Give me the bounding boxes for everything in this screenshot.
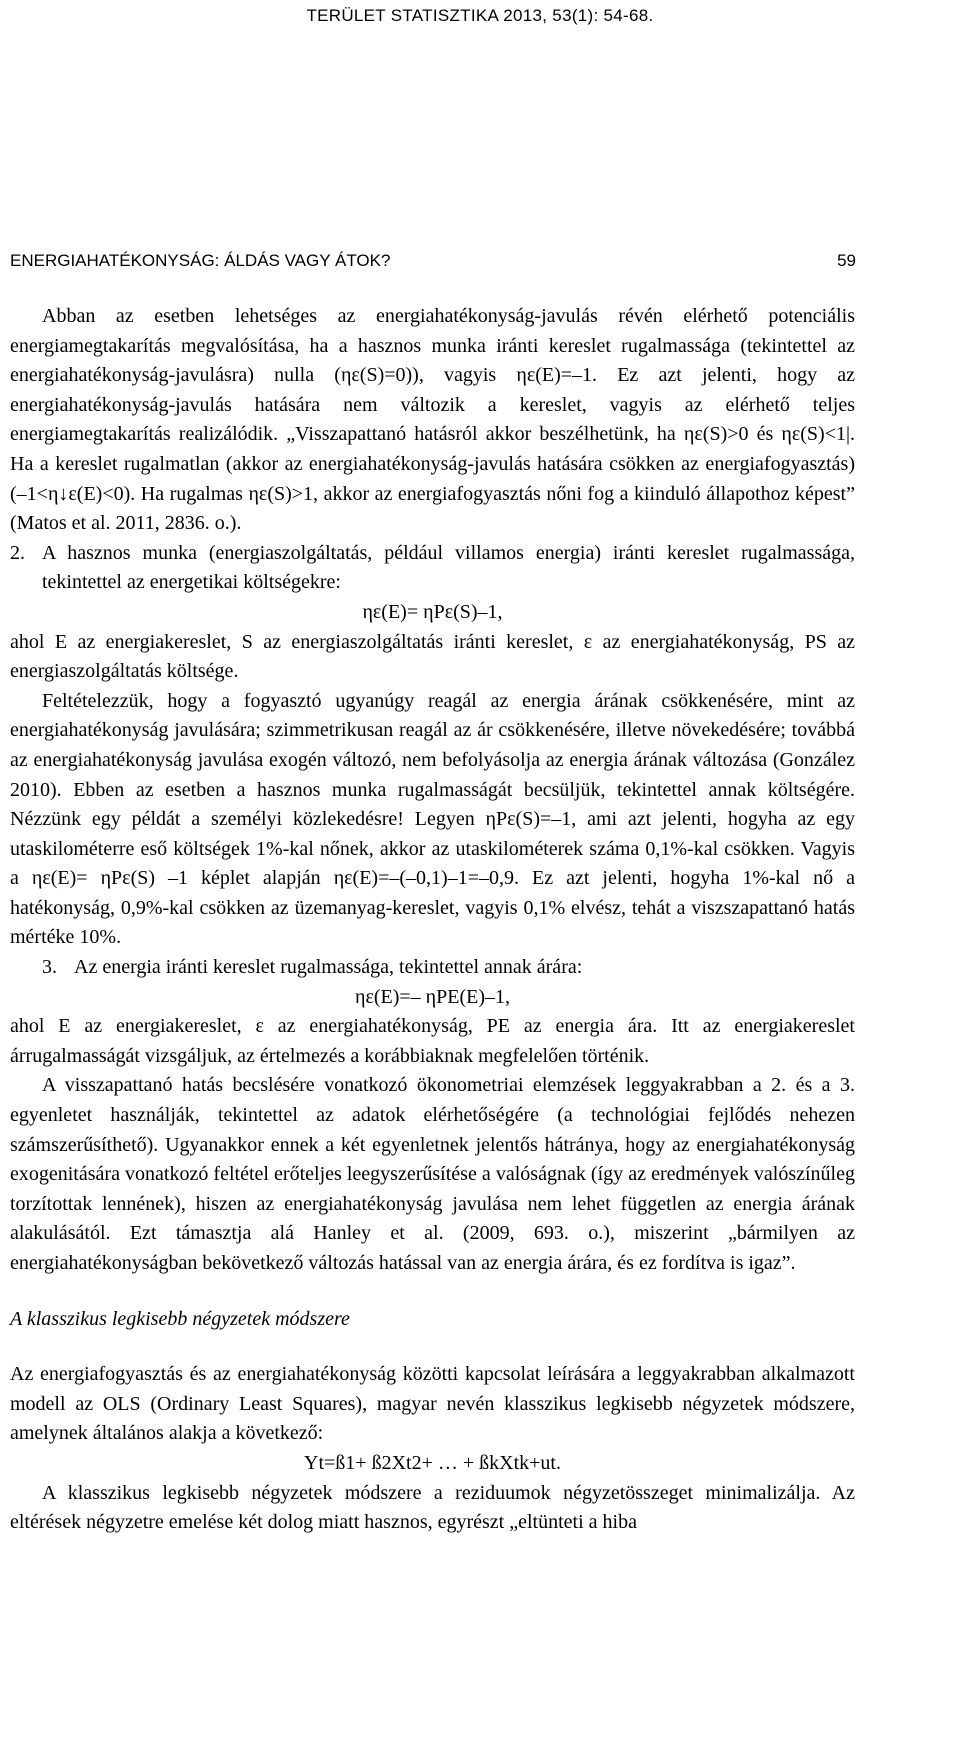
journal-header: TERÜLET STATISZTIKA 2013, 53(1): 54-68. bbox=[306, 6, 654, 25]
equation-2-definition: ahol E az energiakereslet, S az energiaszolgáltatás iránti kereslet, ε az energiahatékonyság, PS az energiaszolgáltatás költsége. bbox=[10, 630, 855, 683]
page-number: 59 bbox=[837, 251, 856, 270]
section-title: A klasszikus legkisebb négyzetek módszere bbox=[10, 1307, 350, 1330]
running-head bbox=[10, 251, 856, 271]
paragraph-5: A klasszikus legkisebb négyzetek módszere a reziduumok négyzetösszeget minimalizálja. Az eltérések négyzetre emelése két dolog miatt hasznos, egyrészt „eltünteti a hiba bbox=[10, 1481, 855, 1534]
list-number-2: 2. bbox=[10, 541, 25, 564]
paragraph-1: Abban az esetben lehetséges az energiahatékonyság-javulás révén elérhető potenciális energiamegtakarítás megvalósítása, ha a hasznos munka iránti kereslet rugalmassága (tekintettel az energiahatékonyság-javulásra) nulla (ηε(S)=0)), vagyis ηε(E)=–1. Ez azt jelenti, hogy az energiahatékonyság-javulás hatására nem változik a kereslet, vagyis az elérhető teljes energiamegtakarítás realizálódik. „Visszapattanó hatásról akkor beszélhetünk, ha ηε(S)>0 és ηε(S)<1|. Ha a kereslet rugalmatlan (akkor az energiahatékonyság-javulás hatására csökken az energiafogyasztás) (–1<η↓ε(E)<0). Ha rugalmas ηε(S)>1, akkor az energiafogyasztás nőni fog a kiinduló állapothoz képest” (Matos et al. 2011, 2836. o.). bbox=[10, 305, 855, 535]
list-item-2-text: A hasznos munka (energiaszolgáltatás, például villamos energia) iránti kereslet rugalmassága, tekintettel az energetikai költségekre: bbox=[42, 541, 855, 594]
paragraph-4: Az energiafogyasztás és az energiahatékonyság közötti kapcsolat leírására a leggyakrabban alkalmazott modell az OLS (Ordinary Least Squares), magyar nevén klasszikus legkisebb négyzetek módszere, amelynek általános alakja a következő: bbox=[10, 1363, 855, 1445]
equation-3-definition: ahol E az energiakereslet, ε az energiahatékonyság, PE az energia ára. Itt az energiakereslet árrugalmasságát vizsgáljuk, az értelmezés a korábbiaknak megfelelően történik. bbox=[10, 1015, 855, 1067]
equation-3: ηε(E)=– ηPE(E)–1, bbox=[354, 985, 510, 1008]
paragraph-2: Feltételezzük, hogy a fogyasztó ugyanúgy reagál az energia árának csökkenésére, mint az energiahatékonyság javulására; szimmetrikusan reagál az ár csökkenésére, illetve növekedésére; továbbá az energiahatékonyság javulása exogén változó, nem befolyásolja az energia árának változása (González 2010). Ebben az esetben a hasznos munka rugalmasságát becsüljük, tekintettel annak költségére. Nézzünk egy példát a személyi közlekedésre! Legyen ηPε(S)=–1, ami azt jelenti, hogyha az egy utaskilométerre eső költségek 1%-kal nőnek, akkor az utaskilométerek száma 0,1%-kal csökken. Vagyis a ηε(E)= ηPε(S) –1 képlet alapján ηε(E)=–(–0,1)–1=–0,9. Ez azt jelenti, hogyha 1%-kal nő a hatékonyság, 0,9%-kal csökken az üzemanyag-kereslet, vagyis 0,1% elvész, tehát a viszszapattanó hatás mértéke 10%. bbox=[10, 689, 855, 949]
ols-equation: Yt=ß1+ ß2Xt2+ … + ßkXtk+ut. bbox=[304, 1451, 561, 1474]
list-number-3: 3. bbox=[42, 956, 57, 979]
running-head-title: ENERGIAHATÉKONYSÁG: ÁLDÁS VAGY ÁTOK? bbox=[10, 251, 391, 270]
paragraph-3: A visszapattanó hatás becslésére vonatkozó ökonometriai elemzések leggyakrabban a 2. és a 3. egyenletet használják, tekintettel az adatok elérhetőségére (a technológiai fejlődés nehezen számszerűsíthető). Ugyanakkor ennek a két egyenletnek jelentős hátránya, hogy az energiahatékonyság exogenitására vonatkozó feltétel erőteljes leegyszerűsítése a valóságnak (így az eredmények valószínűleg torzítottak lennének), hiszen az energiahatékonyság javulása nem lehet független az energia árának alakulásától. Ezt támasztja alá Hanley et al. (2009, 693. o.), miszerint „bármilyen az energiahatékonyságban bekövetkező változás hatással van az energia árára, és ez fordítva is igaz”. bbox=[10, 1074, 855, 1274]
list-item-3 bbox=[10, 953, 855, 983]
list-item-2 bbox=[10, 539, 855, 598]
list-item-3-text: Az energia iránti kereslet rugalmassága, tekintettel annak árára: bbox=[74, 956, 583, 979]
equation-2: ηε(E)= ηPε(S)–1, bbox=[362, 600, 503, 623]
article-body bbox=[10, 302, 855, 1538]
